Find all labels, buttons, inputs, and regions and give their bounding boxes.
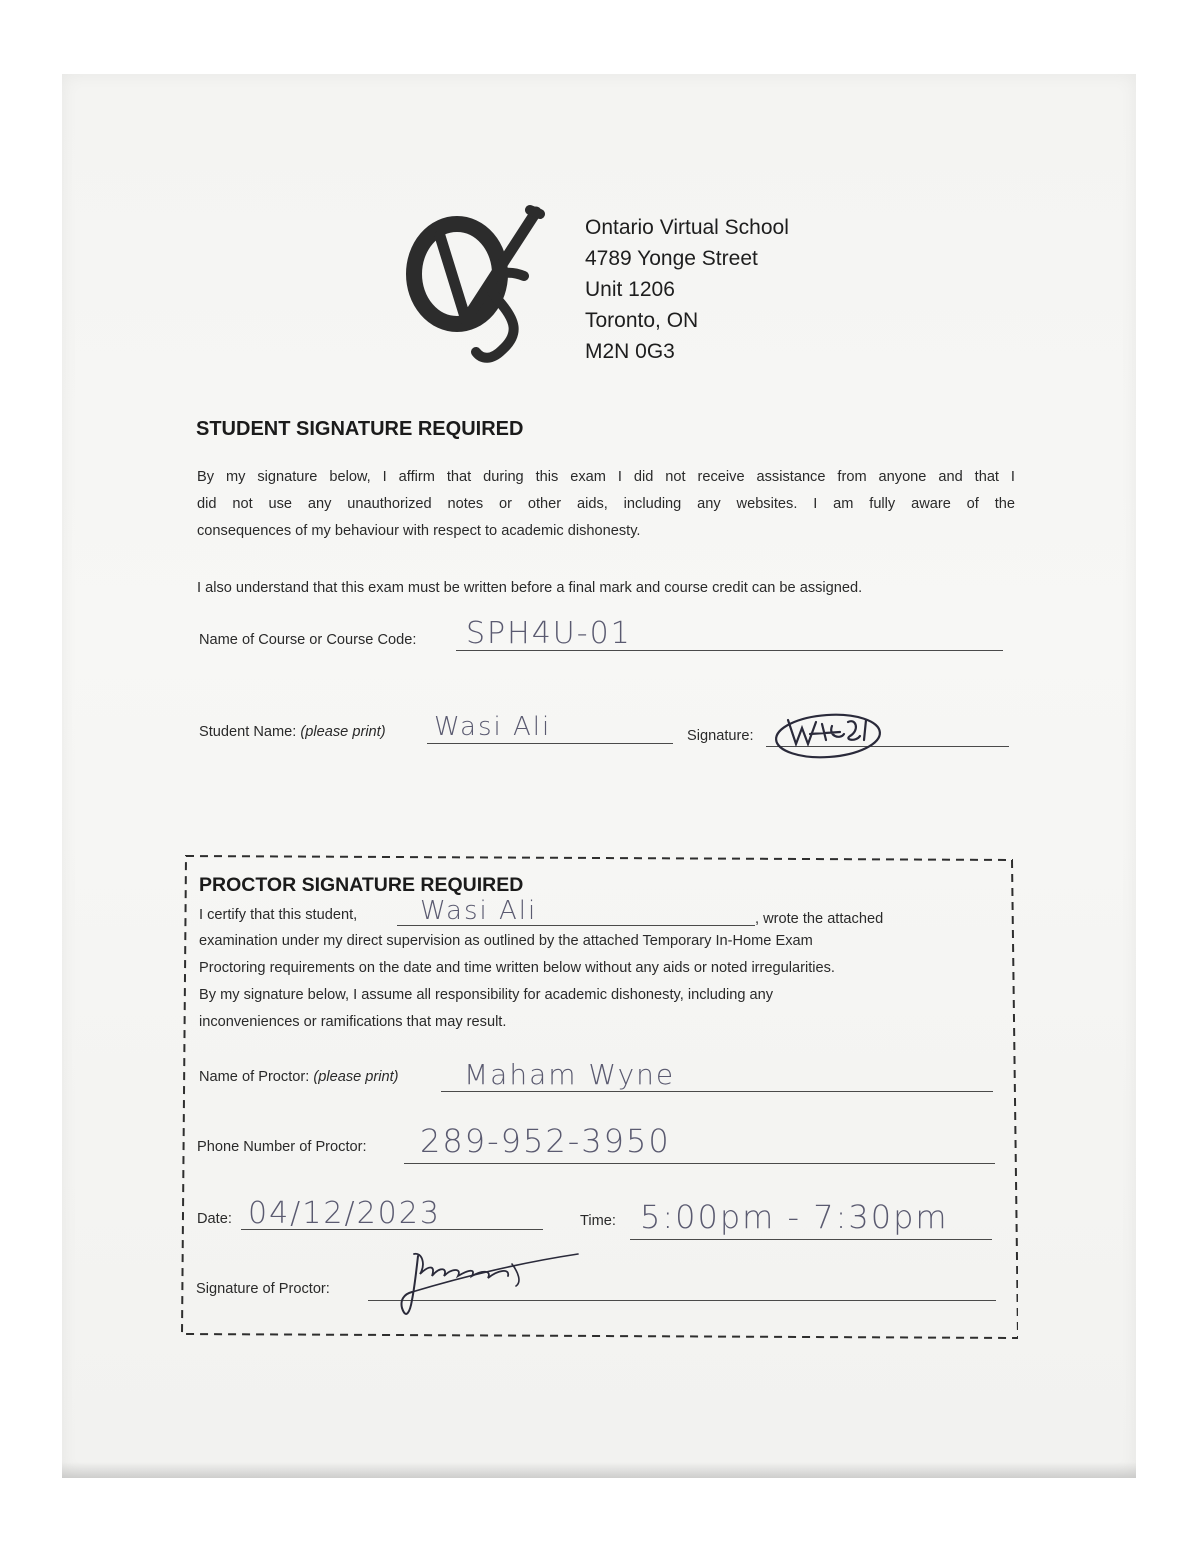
student-section-heading: STUDENT SIGNATURE REQUIRED	[196, 418, 524, 440]
certify-line: By my signature below, I assume all responsibility for academic dishonesty, including any	[199, 987, 774, 1003]
course-code-label: Name of Course or Course Code:	[199, 632, 417, 648]
proctor-phone-value: 289-952-3950	[420, 1122, 671, 1160]
student-understanding: I also understand that this exam must be written before a final mark and course credit can be assigned.	[197, 580, 863, 596]
certify-line: examination under my direct supervision as outlined by the attached Temporary In-Home Exam	[199, 933, 813, 949]
student-signature-mark	[770, 706, 890, 764]
school-address	[585, 212, 789, 367]
student-name-label-text: Student Name:	[199, 724, 297, 740]
ovs-logo-icon	[402, 204, 552, 368]
proctor-name-value: Maham Wyne	[464, 1058, 676, 1091]
student-name-value: Wasi Ali	[434, 712, 552, 742]
certify-suffix: , wrote the attached	[755, 911, 884, 927]
certify-student-value: Wasi Ali	[420, 896, 538, 926]
certify-line: Proctoring requirements on the date and time written below without any aids or noted irregularities.	[199, 960, 835, 976]
school-postal: M2N 0G3	[585, 340, 675, 363]
affirmation-line: did not use any unauthorized notes or other aids, including any websites. I am fully aware of the	[197, 496, 1015, 512]
school-name: Ontario Virtual School	[585, 216, 789, 239]
student-signature-label: Signature:	[687, 728, 754, 744]
proctor-date-value: 04/12/2023	[248, 1196, 441, 1231]
certify-prefix: I certify that this student,	[199, 907, 358, 923]
school-unit: Unit 1206	[585, 278, 675, 301]
proctor-signature-mark	[392, 1246, 592, 1330]
student-name-hint: (please print)	[300, 724, 386, 740]
certify-statement	[199, 928, 999, 1036]
affirmation-line: By my signature below, I affirm that during this exam I did not receive assistance from anyone and that I	[197, 469, 1015, 485]
proctor-name-hint: (please print)	[313, 1069, 399, 1085]
course-code-value: SPH4U-01	[466, 616, 632, 651]
proctor-name-label-text: Name of Proctor:	[199, 1069, 310, 1085]
student-name-label	[199, 724, 386, 740]
certify-line: inconveniences or ramifications that may result.	[199, 1014, 507, 1030]
affirmation-line: consequences of my behaviour with respect to academic dishonesty.	[197, 523, 641, 539]
school-city: Toronto, ON	[585, 309, 699, 332]
proctor-phone-line	[404, 1163, 995, 1164]
proctor-time-label: Time:	[580, 1213, 616, 1229]
proctor-signature-label: Signature of Proctor:	[196, 1281, 330, 1297]
paper-edge-shadow	[62, 1462, 1136, 1478]
proctor-date-label: Date:	[197, 1211, 232, 1227]
student-affirmation	[197, 464, 1015, 545]
school-street: 4789 Yonge Street	[585, 247, 758, 270]
proctor-time-value: 5:00pm - 7:30pm	[640, 1198, 949, 1236]
proctor-section-heading: PROCTOR SIGNATURE REQUIRED	[199, 874, 524, 896]
proctor-phone-label: Phone Number of Proctor:	[197, 1139, 367, 1155]
student-name-line	[427, 743, 673, 744]
proctor-name-line	[441, 1091, 993, 1092]
proctor-name-label	[199, 1069, 399, 1085]
proctor-time-line	[630, 1239, 992, 1240]
